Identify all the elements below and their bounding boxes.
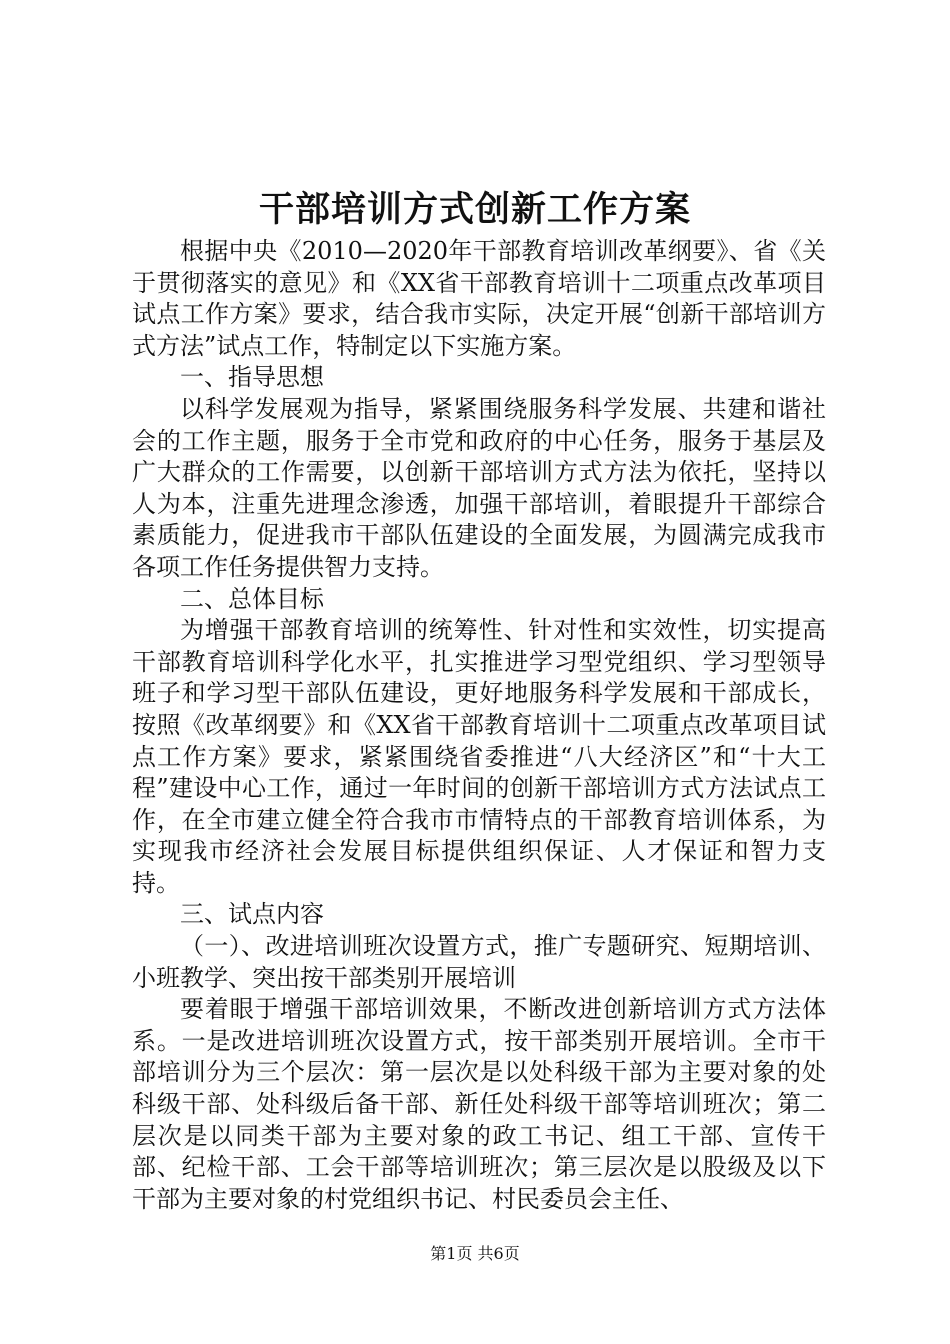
document-title: 干部培训方式创新工作方案 bbox=[258, 189, 691, 230]
section-heading-pilot-content: 三、试点内容 bbox=[180, 900, 324, 929]
section-heading-overall-goals: 二、总体目标 bbox=[180, 584, 324, 613]
page-footer: 第1页 共6页 bbox=[430, 1244, 520, 1263]
pilot-content-paragraph: 要着眼于增强干部培训效果，不断改进创新培训方式方法体系。一是改进培训班次设置方式，按干部类别开展培训。全市干部培训分为三个层次：第一层次是以处科级干部为主要对象的处科级干部、处科级后备干部、新任处科级干部等培训班次；第二层次是以同类干部为主要对象的政工书记、组工干部、宣传干部、纪检干部、工会干部等培训班次；第三层次是以股级及以下干部为主要对象的村党组织书记、村民委员会主任、 bbox=[132, 995, 826, 1213]
overall-goals-paragraph: 为增强干部教育培训的统筹性、针对性和实效性，切实提高干部教育培训科学化水平，扎实推进学习型党组织、学习型领导班子和学习型干部队伍建设，更好地服务科学发展和干部成长，按照《改革纲要》和《XX省干部教育培训十二项重点改革项目试点工作方案》要求，紧紧围绕省委推进“八大经济区”和“十大工程”建设中心工作，通过一年时间的创新干部培训方式方法试点工作，在全市建立健全符合我市市情特点的干部教育培训体系，为实现我市经济社会发展目标提供组织保证、人才保证和智力支持。 bbox=[132, 616, 826, 897]
document-body bbox=[132, 236, 826, 1215]
guiding-ideology-paragraph: 以科学发展观为指导，紧紧围绕服务科学发展、共建和谐社会的工作主题，服务于全市党和政府的中心任务，服务于基层及广大群众的工作需要，以创新干部培训方式方法为依托，坚持以人为本，注重先进理念渗透，加强干部培训，着眼提升干部综合素质能力，促进我市干部队伍建设的全面发展，为圆满完成我市各项工作任务提供智力支持。 bbox=[132, 394, 826, 581]
intro-paragraph: 根据中央《2010—2020年干部教育培训改革纲要》、省《关于贯彻落实的意见》和《XX省干部教育培训十二项重点改革项目试点工作方案》要求，结合我市实际，决定开展“创新干部培训方式方法”试点工作，特制定以下实施方案。 bbox=[132, 237, 826, 360]
section-heading-guiding-ideology: 一、指导思想 bbox=[180, 363, 324, 392]
subsection-heading-1: （一）、改进培训班次设置方式，推广专题研究、短期培训、小班教学、突出按干部类别开展培训 bbox=[132, 932, 826, 992]
